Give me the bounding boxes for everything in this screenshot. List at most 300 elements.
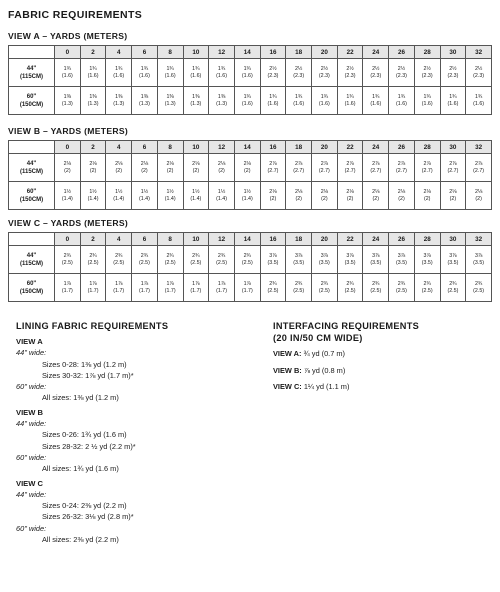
size-header: 16	[260, 233, 286, 246]
lining-size-line: Sizes 30-32: 1⅞ yd (1.7 m)*	[42, 370, 134, 380]
size-header: 10	[183, 233, 209, 246]
yards-value: 2¾	[423, 280, 431, 287]
size-header: 24	[363, 141, 389, 154]
yardage-cell	[55, 246, 81, 274]
yardage-cell	[260, 182, 286, 210]
yardage-cell	[234, 154, 260, 182]
yardage-cell	[55, 87, 81, 115]
yards-value: 1⅞	[243, 280, 251, 287]
meters-value: (1.6)	[370, 100, 382, 107]
yardage-cell	[440, 59, 466, 87]
yardage-cell	[209, 182, 235, 210]
meters-value: (1.6)	[190, 72, 202, 79]
size-header: 4	[106, 141, 132, 154]
size-header: 6	[132, 141, 158, 154]
meters-value: (2.5)	[318, 287, 330, 294]
meters-value: (1.3)	[164, 100, 176, 107]
yardage-cell	[55, 154, 81, 182]
yards-value: 1¾	[192, 65, 200, 72]
meters-value: (1.4)	[164, 195, 176, 202]
yards-value: 1¾	[423, 93, 431, 100]
yardage-cell	[132, 87, 158, 115]
meters-value: (2.3)	[267, 72, 279, 79]
meters-value: (2.3)	[447, 72, 459, 79]
lining-size-line: Sizes 0-28: 1⅜ yd (1.2 m)	[42, 359, 127, 369]
yardage-cell	[363, 87, 389, 115]
meters-value: (1.3)	[216, 100, 228, 107]
meters-value: (2.5)	[473, 287, 485, 294]
size-header: 6	[132, 46, 158, 59]
interfacing-view-label: VIEW A:	[273, 349, 302, 358]
size-header: 10	[183, 46, 209, 59]
yards-value: 1⅜	[166, 93, 174, 100]
size-header: 20	[312, 46, 338, 59]
yardage-cell	[106, 87, 132, 115]
yardage-cell	[286, 154, 312, 182]
yards-value: 2⅛	[346, 188, 354, 195]
meters-value: (1.4)	[190, 195, 202, 202]
size-header: 4	[106, 46, 132, 59]
meters-value: (2.5)	[113, 259, 125, 266]
meters-value: (2.5)	[447, 287, 459, 294]
size-header: 20	[312, 233, 338, 246]
meters-value: (2.5)	[370, 287, 382, 294]
table-row	[9, 274, 492, 302]
interfacing-item	[273, 382, 419, 392]
yardage-cell	[183, 246, 209, 274]
yards-value: 2¾	[397, 280, 406, 287]
table-corner	[9, 46, 55, 59]
yardage-cell	[80, 246, 106, 274]
lining-view-heading: VIEW C	[16, 478, 44, 488]
yards-value: 2⅛	[192, 160, 200, 167]
yards-value: 1⅞	[115, 280, 123, 287]
meters-value: (3.5)	[318, 259, 330, 266]
width-inches: 44"	[26, 160, 37, 167]
yards-value: 1½	[166, 188, 174, 195]
meters-value: (1.4)	[139, 195, 150, 202]
size-header: 26	[389, 141, 415, 154]
meters-value: (1.7)	[87, 287, 99, 294]
size-header: 18	[286, 141, 312, 154]
yards-value: 2⅛	[140, 160, 149, 167]
yardage-cell	[209, 87, 235, 115]
yards-value: 1¾	[372, 93, 380, 100]
lining-size-line: Sizes 0-26: 1¾ yd (1.6 m)	[42, 430, 127, 440]
meters-value: (1.6)	[421, 100, 433, 107]
yards-value: 2⅛	[89, 160, 97, 167]
table-row	[9, 87, 492, 115]
meters-value: (1.6)	[318, 100, 330, 107]
yardage-cell	[234, 274, 260, 302]
width-cm: (150CM)	[19, 101, 44, 108]
yardage-cell	[414, 246, 440, 274]
size-header: 16	[260, 141, 286, 154]
yards-value: 2⅞	[397, 160, 406, 167]
interfacing-value: ¾ yd (0.7 m)	[303, 349, 346, 358]
yardage-cell	[337, 154, 363, 182]
yards-value: 2½	[294, 65, 303, 72]
yards-value: 1½	[115, 188, 123, 195]
meters-value: (1.3)	[139, 100, 150, 107]
yards-value: 1⅜	[140, 93, 149, 100]
fabric-width-label	[9, 154, 55, 182]
yardage-cell	[260, 274, 286, 302]
lining-title: LINING FABRIC REQUIREMENTS	[16, 321, 169, 331]
yards-value: 1⅜	[192, 93, 200, 100]
fabric-width-label	[9, 274, 55, 302]
meters-value: (2)	[269, 195, 277, 202]
yardage-cell	[132, 59, 158, 87]
yards-value: 1¾	[294, 93, 303, 100]
yardage-cell	[337, 274, 363, 302]
yards-value: 2½	[320, 65, 329, 72]
yardage-cell	[132, 154, 158, 182]
fabric-width-heading: 44" wide:	[16, 419, 47, 429]
yardage-cell	[337, 246, 363, 274]
size-header: 32	[466, 46, 492, 59]
yards-value: 2¾	[320, 280, 329, 287]
size-header: 8	[157, 46, 183, 59]
meters-value: (2)	[141, 167, 148, 174]
yards-value: 3⅞	[474, 252, 483, 259]
fabric-width-label	[9, 246, 55, 274]
yards-value: 2¾	[115, 252, 123, 259]
yards-value: 2¾	[166, 252, 174, 259]
meters-value: (2)	[115, 167, 122, 174]
meters-value: (1.7)	[61, 287, 73, 294]
size-header: 16	[260, 46, 286, 59]
view-title: VIEW B – YARDS (METERS)	[8, 126, 129, 136]
yards-value: 1⅞	[166, 280, 174, 287]
yardage-cell	[363, 59, 389, 87]
meters-value: (1.6)	[164, 72, 176, 79]
meters-value: (2.7)	[267, 167, 279, 174]
yards-value: 1⅞	[89, 280, 97, 287]
yardage-cell	[80, 154, 106, 182]
yardage-cell	[132, 182, 158, 210]
meters-value: (2.3)	[473, 72, 485, 79]
yards-value: 2¾	[63, 252, 72, 259]
meters-value: (1.6)	[447, 100, 459, 107]
yards-value: 2⅛	[320, 188, 329, 195]
size-header: 2	[80, 141, 106, 154]
meters-value: (2.3)	[344, 72, 356, 79]
size-header: 18	[286, 46, 312, 59]
yardage-cell	[466, 59, 492, 87]
fabric-width-heading: 60" wide:	[16, 452, 47, 462]
yardage-cell	[183, 274, 209, 302]
meters-value: (1.7)	[216, 287, 228, 294]
yardage-cell	[234, 59, 260, 87]
yardage-cell	[337, 59, 363, 87]
yards-value: 2⅛	[166, 160, 174, 167]
yardage-cell	[106, 182, 132, 210]
meters-value: (2.5)	[87, 259, 99, 266]
yards-value: 2⅞	[320, 160, 329, 167]
yardage-cell	[363, 182, 389, 210]
yards-value: 2¾	[243, 252, 251, 259]
size-header: 14	[234, 141, 260, 154]
size-header: 4	[106, 233, 132, 246]
size-header: 12	[209, 233, 235, 246]
yards-value: 2½	[397, 65, 406, 72]
interfacing-value: 1¼ yd (1.1 m)	[303, 382, 350, 391]
yardage-cell	[106, 246, 132, 274]
size-header: 30	[440, 46, 466, 59]
yards-value: 1¾	[63, 65, 72, 72]
interfacing-section	[273, 320, 419, 399]
fabric-width-label	[9, 182, 55, 210]
width-cm: (115CM)	[19, 73, 43, 80]
yardage-cell	[80, 274, 106, 302]
meters-value: (2.7)	[396, 167, 407, 174]
table-corner	[9, 141, 55, 154]
meters-value: (3.5)	[421, 259, 433, 266]
yards-value: 2⅛	[449, 188, 457, 195]
yards-value: 1¾	[243, 93, 251, 100]
yards-value: 2⅛	[397, 188, 406, 195]
meters-value: (2)	[295, 195, 302, 202]
yardage-cell	[466, 246, 492, 274]
interfacing-subtitle: (20 IN/50 CM WIDE)	[273, 333, 363, 343]
meters-value: (2)	[346, 195, 354, 202]
yards-value: 1⅞	[217, 280, 226, 287]
meters-value: (1.4)	[61, 195, 73, 202]
yards-value: 2¾	[372, 280, 380, 287]
lining-size-line: All sizes: 2⅜ yd (2.2 m)	[42, 535, 119, 545]
yards-value: 2¾	[89, 252, 97, 259]
yardage-cell	[466, 154, 492, 182]
view-title: VIEW C – YARDS (METERS)	[8, 218, 129, 228]
yardage-cell	[286, 59, 312, 87]
lining-view-heading: VIEW A	[16, 337, 43, 346]
yardage-cell	[260, 59, 286, 87]
yards-value: 2⅛	[474, 188, 483, 195]
yards-value: 2⅛	[63, 160, 72, 167]
size-header: 26	[389, 46, 415, 59]
yardage-cell	[132, 246, 158, 274]
yardage-cell	[440, 246, 466, 274]
meters-value: (2.5)	[190, 259, 202, 266]
lining-view-heading: VIEW B	[16, 407, 44, 417]
meters-value: (2)	[449, 195, 457, 202]
fabric-width-label	[9, 59, 55, 87]
lining-section	[16, 320, 168, 545]
yardage-cell	[55, 274, 81, 302]
yards-value: 2½	[449, 65, 457, 72]
table-row	[9, 246, 492, 274]
meters-value: (1.6)	[473, 100, 485, 107]
meters-value: (1.7)	[113, 287, 125, 294]
meters-value: (3.5)	[473, 259, 485, 266]
yardage-cell	[286, 182, 312, 210]
yardage-cell	[440, 274, 466, 302]
yards-value: 3⅞	[449, 252, 457, 259]
yardage-cell	[286, 274, 312, 302]
meters-value: (2.7)	[447, 167, 459, 174]
yardage-cell	[389, 59, 415, 87]
yardage-cell	[234, 87, 260, 115]
lining-size-line: Sizes 28-32: 2 ½ yd (2.2 m)*	[42, 441, 136, 451]
yardage-cell	[312, 182, 338, 210]
yardage-cell	[209, 154, 235, 182]
meters-value: (1.6)	[241, 100, 253, 107]
size-header: 26	[389, 233, 415, 246]
yards-value: 1¾	[269, 93, 277, 100]
width-cm: (115CM)	[19, 168, 43, 175]
meters-value: (2.5)	[241, 259, 253, 266]
yardage-cell	[157, 59, 183, 87]
meters-value: (2)	[192, 167, 200, 174]
meters-value: (2.3)	[318, 72, 330, 79]
yardage-cell	[183, 87, 209, 115]
yards-value: 1¾	[474, 93, 483, 100]
yardage-cell	[209, 274, 235, 302]
meters-value: (2)	[166, 167, 174, 174]
meters-value: (1.7)	[164, 287, 176, 294]
meters-value: (2.7)	[318, 167, 330, 174]
yardage-cell	[80, 59, 106, 87]
meters-value: (1.7)	[241, 287, 253, 294]
meters-value: (1.6)	[87, 72, 99, 79]
yardage-cell	[106, 154, 132, 182]
yardage-cell	[337, 182, 363, 210]
yards-value: 2¾	[346, 280, 354, 287]
size-header: 18	[286, 233, 312, 246]
yards-value: 1¾	[217, 65, 226, 72]
yardage-cell	[363, 274, 389, 302]
width-cm: (115CM)	[19, 260, 43, 267]
size-header: 20	[312, 141, 338, 154]
yardage-cell	[312, 246, 338, 274]
meters-value: (3.5)	[396, 259, 407, 266]
meters-value: (1.6)	[267, 100, 279, 107]
meters-value: (1.6)	[344, 100, 356, 107]
yards-value: 1⅞	[192, 280, 200, 287]
yardage-cell	[389, 274, 415, 302]
meters-value: (1.3)	[87, 100, 99, 107]
yards-value: 1⅜	[217, 93, 226, 100]
meters-value: (1.4)	[87, 195, 99, 202]
meters-value: (2)	[89, 167, 97, 174]
yardage-cell	[337, 87, 363, 115]
yardage-cell	[260, 246, 286, 274]
yardage-cell	[260, 87, 286, 115]
yardage-cell	[389, 246, 415, 274]
yardage-cell	[312, 87, 338, 115]
yardage-cell	[414, 87, 440, 115]
size-header: 24	[363, 46, 389, 59]
yards-value: 2¾	[140, 252, 149, 259]
size-header: 12	[209, 46, 235, 59]
width-cm: (150CM)	[19, 196, 44, 203]
yards-value: 1½	[243, 188, 251, 195]
meters-value: (1.4)	[216, 195, 228, 202]
size-header: 28	[414, 141, 440, 154]
meters-value: (2.7)	[370, 167, 382, 174]
yardage-table	[8, 232, 492, 302]
yards-value: 2⅛	[294, 188, 303, 195]
yards-value: 3⅞	[320, 252, 329, 259]
yards-value: 2⅞	[269, 160, 277, 167]
yards-value: 2½	[269, 65, 277, 72]
meters-value: (1.6)	[61, 72, 73, 79]
size-header: 8	[157, 233, 183, 246]
yards-value: 1½	[89, 188, 97, 195]
meters-value: (3.5)	[267, 259, 279, 266]
yards-value: 3⅞	[423, 252, 431, 259]
yardage-cell	[260, 154, 286, 182]
yardage-cell	[414, 182, 440, 210]
yardage-cell	[389, 154, 415, 182]
yardage-cell	[363, 246, 389, 274]
yardage-cell	[157, 274, 183, 302]
meters-value: (2.5)	[61, 259, 73, 266]
meters-value: (2.3)	[396, 72, 407, 79]
yardage-cell	[286, 246, 312, 274]
interfacing-view-label: VIEW B:	[273, 365, 302, 375]
meters-value: (2.3)	[370, 72, 382, 79]
width-inches: 60"	[26, 93, 37, 100]
yards-value: 1¾	[115, 65, 123, 72]
size-header: 14	[234, 46, 260, 59]
meters-value: (2)	[218, 167, 225, 174]
yards-value: 1½	[192, 188, 200, 195]
width-inches: 60"	[26, 280, 37, 287]
lining-size-line: All sizes: 1¾ yd (1.6 m)	[42, 464, 119, 474]
interfacing-view-label: VIEW C:	[273, 382, 302, 391]
yards-value: 2½	[474, 65, 483, 72]
yardage-cell	[440, 154, 466, 182]
meters-value: (2)	[244, 167, 251, 174]
interfacing-item	[273, 366, 419, 376]
view-title: VIEW A – YARDS (METERS)	[8, 31, 128, 41]
meters-value: (1.3)	[113, 100, 125, 107]
size-header: 22	[337, 141, 363, 154]
yards-value: 2⅛	[217, 160, 226, 167]
yards-value: 2⅛	[372, 188, 380, 195]
yards-value: 2⅞	[423, 160, 431, 167]
width-cm: (150CM)	[19, 288, 44, 295]
meters-value: (1.6)	[139, 72, 150, 79]
size-header: 32	[466, 233, 492, 246]
yardage-cell	[209, 246, 235, 274]
meters-value: (3.5)	[293, 259, 305, 266]
size-header: 30	[440, 233, 466, 246]
size-header: 6	[132, 233, 158, 246]
size-header: 2	[80, 233, 106, 246]
yards-value: 1¾	[397, 93, 406, 100]
lining-size-line: Sizes 26-32: 3⅛ yd (2.8 m)*	[42, 512, 134, 522]
meters-value: (2.5)	[421, 287, 433, 294]
yardage-cell	[466, 274, 492, 302]
meters-value: (2)	[475, 195, 482, 202]
yards-value: 1¾	[346, 93, 354, 100]
interfacing-item	[273, 349, 419, 359]
yards-value: 2⅞	[294, 160, 303, 167]
size-header: 12	[209, 141, 235, 154]
meters-value: (3.5)	[447, 259, 459, 266]
fabric-width-heading: 60" wide:	[16, 523, 47, 533]
meters-value: (2.5)	[396, 287, 407, 294]
size-header: 30	[440, 141, 466, 154]
meters-value: (1.6)	[396, 100, 407, 107]
table-row	[9, 59, 492, 87]
yards-value: 2⅞	[346, 160, 354, 167]
meters-value: (2.3)	[293, 72, 305, 79]
yardage-cell	[414, 59, 440, 87]
